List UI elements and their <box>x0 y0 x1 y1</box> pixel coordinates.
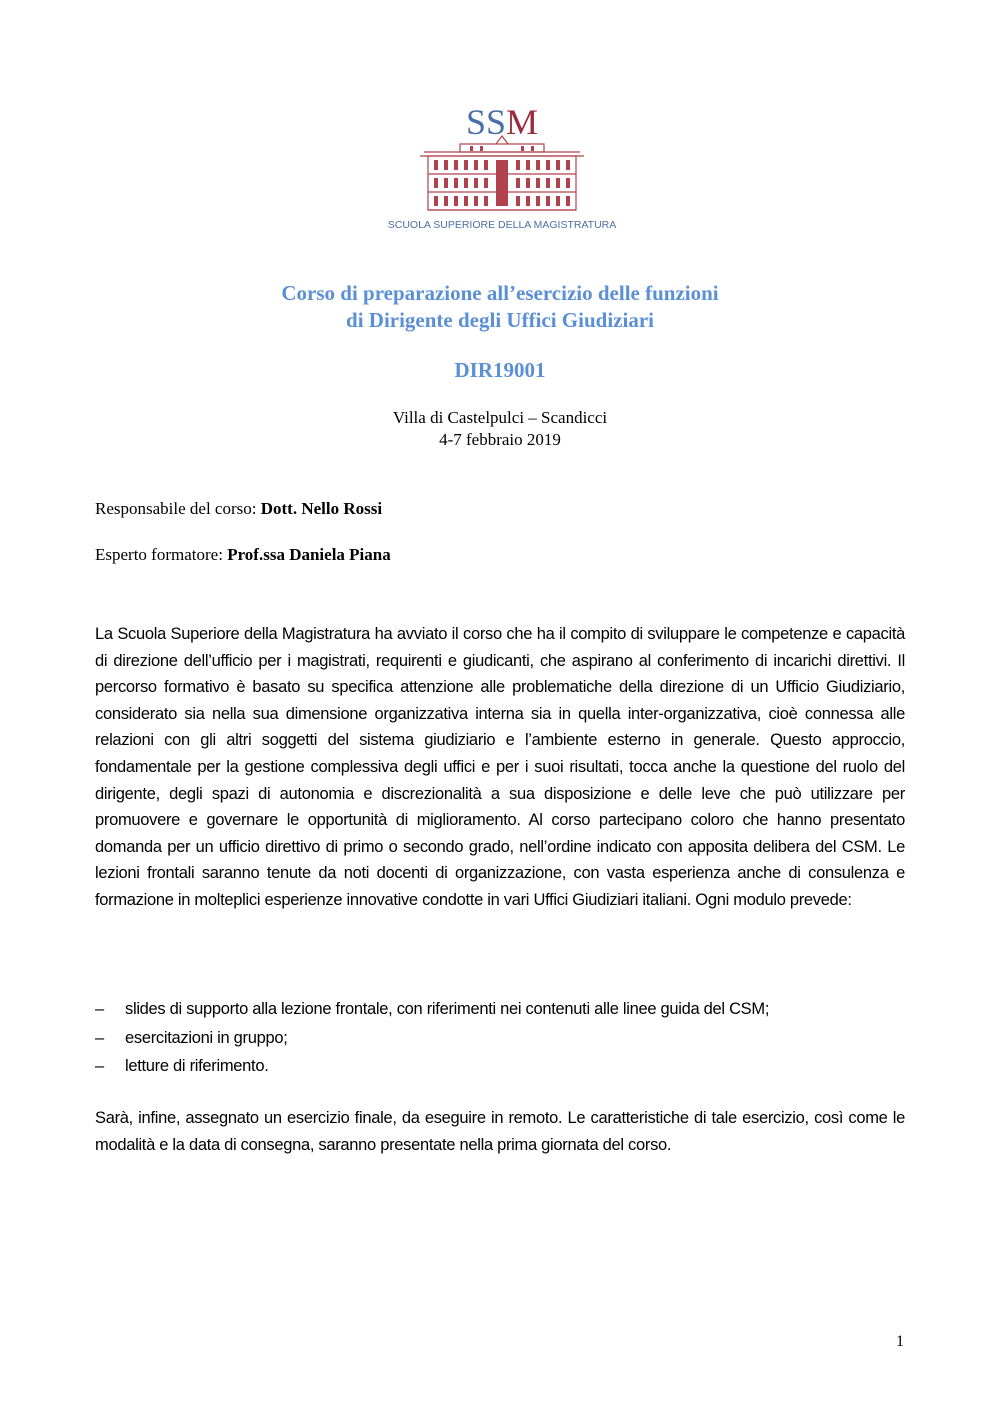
list-item <box>95 1052 915 1081</box>
training-expert <box>95 545 391 565</box>
list-item-text: letture di riferimento. <box>125 1057 269 1075</box>
course-code: DIR19001 <box>454 358 546 382</box>
logo-caption: SCUOLA SUPERIORE DELLA MAGISTRATURA <box>387 219 617 231</box>
course-manager-label: Responsabile del corso: <box>95 499 261 518</box>
page-number: 1 <box>896 1333 904 1350</box>
course-title <box>0 280 1000 334</box>
training-expert-label: Esperto formatore: <box>95 545 228 564</box>
course-title-line1: Corso di preparazione all’esercizio delle funzioni <box>281 281 719 305</box>
course-manager <box>95 499 382 519</box>
list-item-text: slides di supporto alla lezione frontale, con riferimenti nei contenuti alle linee guida del CSM; <box>125 1000 770 1018</box>
course-venue <box>0 407 1000 451</box>
list-item <box>95 1024 915 1053</box>
list-item <box>95 995 915 1024</box>
dash-bullet: – <box>95 1028 104 1047</box>
course-title-line2: di Dirigente degli Uffici Giudiziari <box>346 308 654 332</box>
module-list <box>95 995 915 1081</box>
intro-paragraph: La Scuola Superiore della Magistratura ha avviato il corso che ha il compito di sviluppare le competenze e capacità di direzione dell’ufficio per i magistrati, requirenti e giudicanti, che aspirano al conferimento di incarichi direttivi. Il percorso formativo è basato su specifica attenzione alle problematiche della direzione di un Ufficio Giudiziario, considerato sia nella sua dimensione organizzativa interna sia in quella inter-organizzativa, cioè connessa alle relazioni con gli altri soggetti del sistema giudiziario e l’ambiente esterno in generale. Questo approccio, fondamentale per la gestione complessiva degli uffici e per i suoi risultati, tocca anche la questione del ruolo del dirigente, degli spazi di autonomia e discrezionalità a sua disposizione e delle leve che può utilizzare per promuovere e governare le opportunità di miglioramento. Al corso partecipano coloro che hanno presentato domanda per un ufficio direttivo di primo o secondo grado, nell’ordine indicato con apposita delibera del CSM. Le lezioni frontali saranno tenute da noti docenti di organizzazione, con vasta esperienza anche di consulenza e formazione in molteplici esperienze innovative condotte in vari Uffici Giudiziari italiani. Ogni modulo prevede: <box>95 625 905 909</box>
dash-bullet: – <box>95 1057 104 1075</box>
training-expert-name: Prof.ssa Daniela Piana <box>227 545 391 564</box>
course-manager-name: Dott. Nello Rossi <box>260 499 383 518</box>
final-exercise-paragraph: Sarà, infine, assegnato un esercizio finale, da eseguire in remoto. Le caratteristiche di tale esercizio, così come le modalità e la data di consegna, saranno presentate nella prima giornata del corso. <box>95 1109 905 1154</box>
list-item-text: esercitazioni in gruppo; <box>125 1028 288 1047</box>
dash-bullet: – <box>95 1000 104 1018</box>
venue-dates: 4-7 febbraio 2019 <box>439 430 561 449</box>
ssm-logo <box>387 96 617 234</box>
venue-place: Villa di Castelpulci – Scandicci <box>392 408 608 427</box>
logo-acronym-left: SS <box>465 102 507 142</box>
logo-acronym-right: M <box>506 102 539 142</box>
